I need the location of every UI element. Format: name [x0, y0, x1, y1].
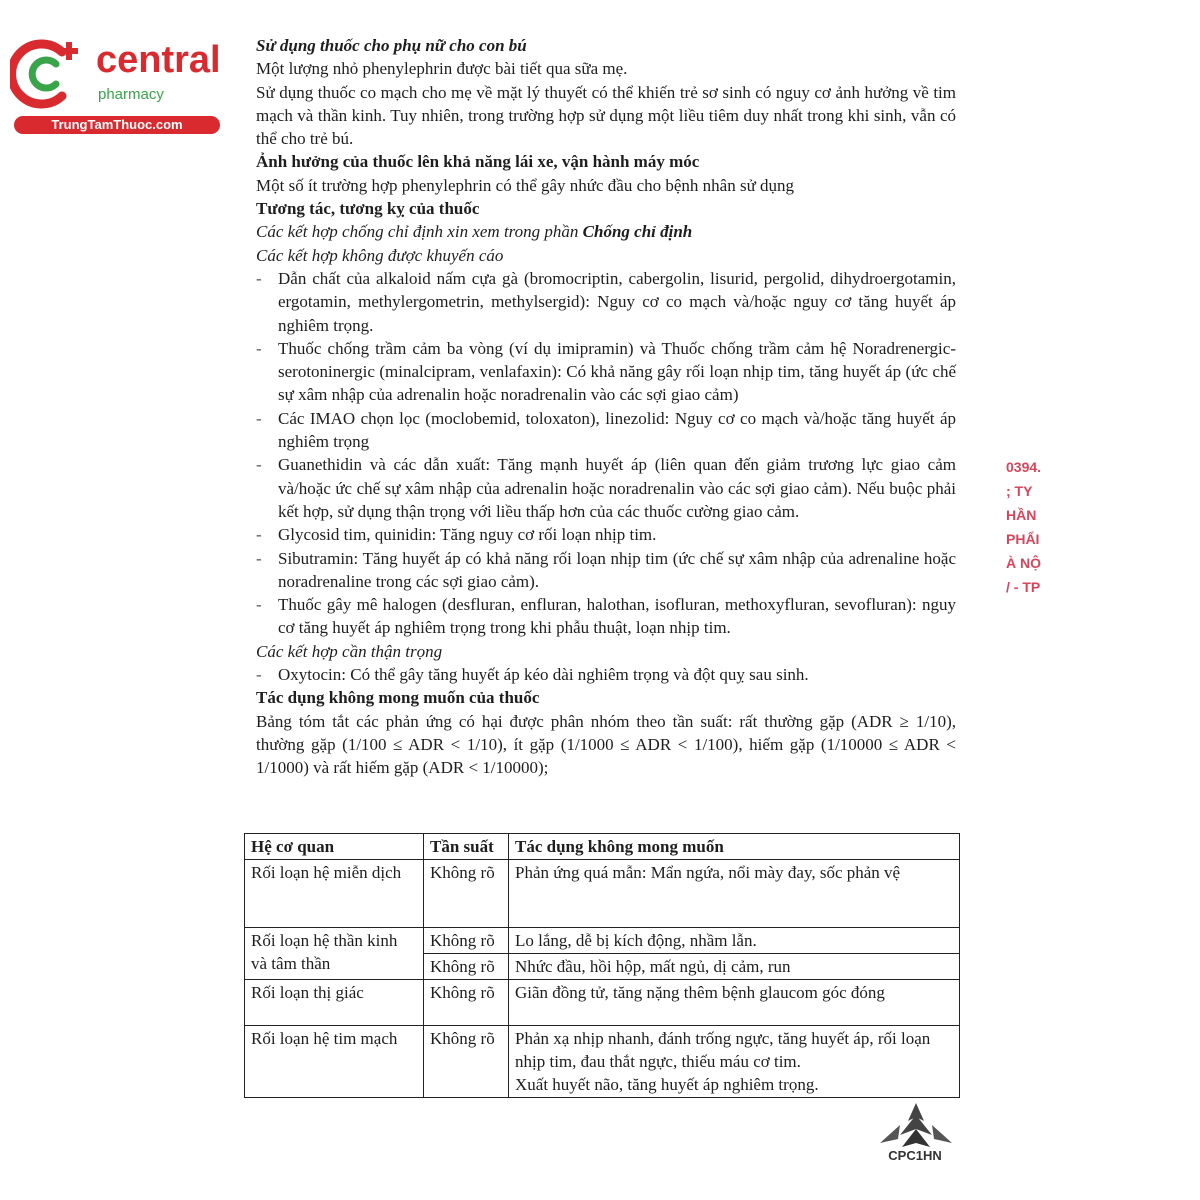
caution-heading: Các kết hợp cần thận trọng [256, 641, 443, 661]
table-row [245, 980, 960, 1026]
organ-cell: Rối loạn hệ tim mạch [245, 1026, 424, 1098]
list-item: - Dẫn chất của alkaloid nấm cựa gà (bromocriptin, cabergolin, lisurid, pergolid, dihydroergotamin, ergotamin, methylergometrin, methylsergid): Nguy cơ co mạch và/hoặc nguy cơ tăng huyết áp nghiêm trọng. [256, 267, 956, 337]
adr-heading: Tác dụng không mong muốn của thuốc [256, 688, 540, 708]
stamp-line: À NỘ [1006, 555, 1041, 571]
frequency-cell: Không rõ [424, 860, 509, 928]
column-header: Tác dụng không mong muốn [509, 834, 960, 860]
stamp-line: PHẨI [1006, 531, 1040, 547]
stamp-line: ; TY [1006, 483, 1033, 499]
organ-cell: Rối loạn thị giác [245, 980, 424, 1026]
frequency-cell: Không rõ [424, 954, 509, 980]
driving-paragraph: Một số ít trường hợp phenylephrin có thể gây nhức đầu cho bệnh nhân sử dụng [256, 175, 795, 195]
list-item: - Glycosid tim, quinidin: Tăng nguy cơ rối loạn nhịp tim. [256, 523, 956, 546]
not-recommended-list [256, 267, 956, 640]
stamp-line: HẦN [1006, 507, 1037, 523]
interactions-heading: Tương tác, tương kỵ của thuốc [256, 199, 480, 219]
stamp-line: 0394. [1006, 459, 1042, 475]
logo-name: central [96, 39, 221, 81]
logo-subtitle: pharmacy [98, 86, 164, 103]
list-item: - Sibutramin: Tăng huyết áp có khả năng rối loạn nhịp tim (ức chế sự xâm nhập của adrenaline hoặc noradrenaline trong các sợi giao cảm). [256, 547, 956, 594]
organ-cell: Rối loạn hệ thần kinh và tâm thần [245, 928, 424, 980]
effect-cell: Phản ứng quá mẫn: Mẩn ngứa, nổi mày đay, sốc phản vệ [509, 860, 960, 928]
central-pharmacy-logo [10, 38, 220, 138]
list-item: - Thuốc gây mê halogen (desfluran, enfluran, halothan, isofluran, methoxyfluran, sevofluran): nguy cơ tăng huyết áp nghiêm trọng trong khi phẫu thuật, loạn nhịp tim. [256, 593, 956, 640]
frequency-cell: Không rõ [424, 1026, 509, 1098]
organ-cell: Rối loạn hệ miễn dịch [245, 860, 424, 928]
company-stamp [1006, 455, 1056, 615]
not-recommended-heading: Các kết hợp không được khuyến cáo [256, 245, 504, 265]
effect-cell: Giãn đồng tử, tăng nặng thêm bệnh glaucom góc đóng [509, 980, 960, 1026]
adr-intro: Bảng tóm tắt các phản ứng có hại được phân nhóm theo tần suất: rất thường gặp (ADR ≥ 1/10), thường gặp (1/100 ≤ ADR < 1/10), ít gặp (1/1000 ≤ ADR < 1/100), hiếm gặp (1/10000 ≤ ADR < 1/1000) và rất hiếm gặp (ADR < 1/10000); [256, 711, 956, 778]
stamp-line: / - TP [1006, 579, 1041, 595]
list-item: - Oxytocin: Có thể gây tăng huyết áp kéo dài nghiêm trọng và đột quỵ sau sinh. [256, 663, 956, 686]
contraindication-reference-text: Các kết hợp chống chỉ định xin xem trong phần [256, 222, 583, 242]
table-row [245, 1026, 960, 1098]
list-item: - Thuốc chống trầm cảm ba vòng (ví dụ imipramin) và Thuốc chống trầm cảm hệ Noradrenergic-serotoninergic (minalcipram, venlafaxin): Có khả năng gây rối loạn nhịp tim, tăng huyết áp (ức chế sự xâm nhập của adrenalin hoặc noradrenalin vào các sợi giao cảm) [256, 337, 956, 407]
breastfeeding-paragraph-1: Một lượng nhỏ phenylephrin được bài tiết qua sữa mẹ. [256, 59, 628, 79]
effect-cell: Nhức đầu, hồi hộp, mất ngủ, dị cảm, run [509, 954, 960, 980]
footer-brand: CPC1HN [888, 1148, 942, 1163]
effect-line: Phản xạ nhịp nhanh, đánh trống ngực, tăng huyết áp, rối loạn nhịp tim, đau thắt ngực, thiếu máu cơ tim. [515, 1029, 931, 1071]
table-row [245, 928, 960, 954]
list-item: - Guanethidin và các dẫn xuất: Tăng mạnh huyết áp (liên quan đến giảm trương lực giao cảm và/hoặc ức chế sự xâm nhập của adrenalin hoặc noradrenalin vào các sợi giao cảm). Nếu buộc phải kết hợp, sử dụng thận trọng với liều thấp hơn của các thuốc cường giao cảm. [256, 453, 956, 523]
effect-cell [509, 1026, 960, 1098]
driving-heading: Ảnh hưởng của thuốc lên khả năng lái xe, vận hành máy móc [256, 152, 700, 172]
column-header: Tần suất [424, 834, 509, 860]
breastfeeding-paragraph-2: Sử dụng thuốc co mạch cho mẹ về mặt lý thuyết có thể khiến trẻ sơ sinh có nguy cơ ảnh hưởng về tim mạch và thần kinh. Tuy nhiên, trong trường hợp sử dụng một liều tiêm duy nhất trong khi sinh, vẫn có thể cho trẻ bú. [256, 82, 956, 149]
table-header-row [245, 834, 960, 860]
frequency-cell: Không rõ [424, 980, 509, 1026]
breastfeeding-heading: Sử dụng thuốc cho phụ nữ cho con bú [256, 36, 527, 55]
contraindication-reference [256, 220, 956, 243]
column-header: Hệ cơ quan [245, 834, 424, 860]
adr-table [244, 833, 960, 1098]
leaflet-body [256, 34, 956, 780]
effect-line: Xuất huyết não, tăng huyết áp nghiêm trọng. [515, 1075, 819, 1094]
contraindication-reference-link: Chống chỉ định [582, 222, 693, 242]
pharmacy-c-cross-icon [10, 38, 90, 110]
logo-site-banner: TrungTamThuoc.com [14, 116, 220, 134]
list-item: - Các IMAO chọn lọc (moclobemid, toloxaton), linezolid: Nguy cơ co mạch và/hoặc tăng huyết áp nghiêm trọng [256, 407, 956, 454]
table-row [245, 860, 960, 928]
caution-list [256, 663, 956, 686]
effect-cell: Lo lắng, dễ bị kích động, nhầm lẫn. [509, 928, 960, 954]
frequency-cell: Không rõ [424, 928, 509, 954]
